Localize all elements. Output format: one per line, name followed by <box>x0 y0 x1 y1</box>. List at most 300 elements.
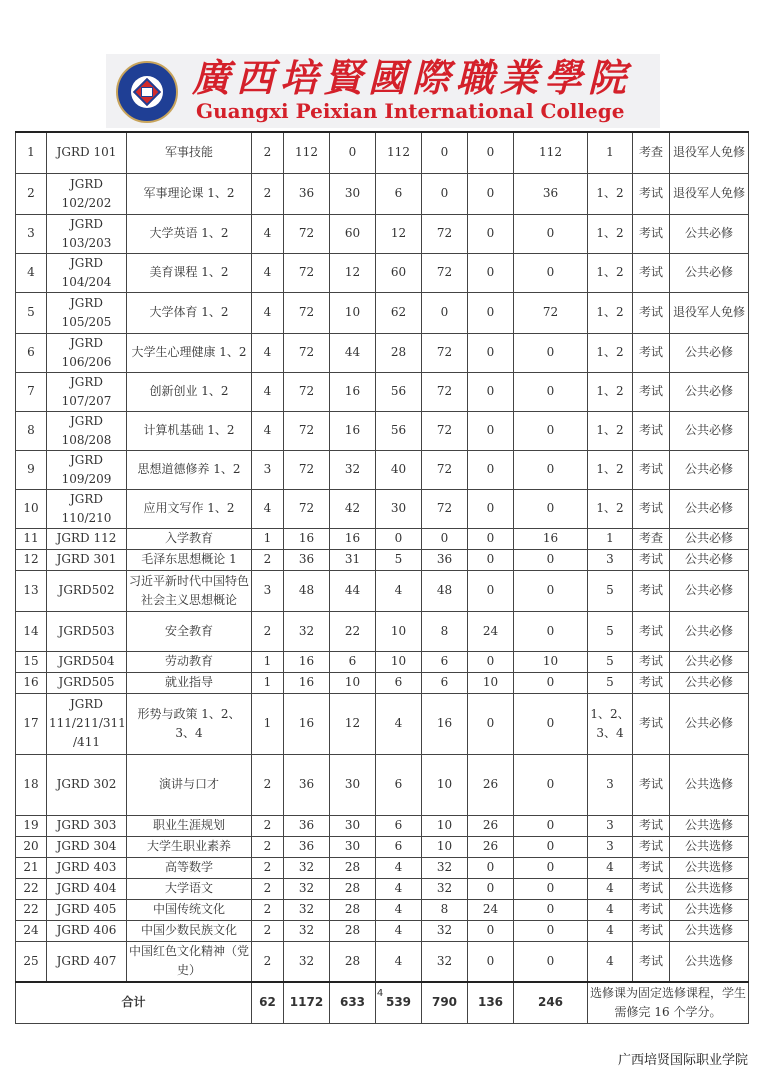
cell-type: 公共选修 <box>670 754 749 815</box>
cell-s3: 72 <box>514 292 588 333</box>
cell-no: 1 <box>16 132 47 173</box>
cell-assess: 考试 <box>633 857 670 878</box>
cell-total: 72 <box>284 450 330 489</box>
cell-name: 美育课程 1、2 <box>127 253 252 292</box>
cell-name: 毛泽东思想概论 1 <box>127 549 252 570</box>
cell-credits: 2 <box>252 611 284 651</box>
cell-code: JGRD502 <box>47 570 127 611</box>
cell-practice: 6 <box>376 836 422 857</box>
cell-total: 16 <box>284 693 330 754</box>
cell-s2: 0 <box>468 450 514 489</box>
cell-credits: 2 <box>252 549 284 570</box>
table-row <box>16 878 749 899</box>
cell-name: 中国红色文化精神（党史） <box>127 941 252 982</box>
cell-code: JGRD504 <box>47 651 127 672</box>
cell-theory: 10 <box>330 672 376 693</box>
cell-s1: 72 <box>422 489 468 528</box>
table-row <box>16 651 749 672</box>
cell-no: 5 <box>16 292 47 333</box>
cell-s2: 0 <box>468 214 514 253</box>
cell-assess: 考试 <box>633 253 670 292</box>
elective-note: 选修课为固定选修课程，学生需修完 16 个学分。 <box>588 982 749 1023</box>
cell-s2: 26 <box>468 754 514 815</box>
cell-s3: 0 <box>514 333 588 372</box>
cell-term: 4 <box>588 878 633 899</box>
cell-no: 12 <box>16 549 47 570</box>
book-icon <box>141 87 153 97</box>
cell-s1: 0 <box>422 528 468 549</box>
cell-theory: 42 <box>330 489 376 528</box>
cell-code: JGRD 407 <box>47 941 127 982</box>
cell-s1: 0 <box>422 132 468 173</box>
cell-s2: 0 <box>468 528 514 549</box>
cell-theory: 16 <box>330 372 376 411</box>
total-credits: 62 <box>252 982 284 1023</box>
cell-assess: 考试 <box>633 651 670 672</box>
cell-total: 72 <box>284 489 330 528</box>
table-row <box>16 528 749 549</box>
cell-s2: 24 <box>468 611 514 651</box>
college-name-en: Guangxi Peixian International College <box>196 99 625 123</box>
cell-type: 公共必修 <box>670 372 749 411</box>
cell-no: 7 <box>16 372 47 411</box>
cell-credits: 4 <box>252 489 284 528</box>
cell-s1: 32 <box>422 857 468 878</box>
cell-code: JGRD 103/203 <box>47 214 127 253</box>
cell-name: 安全教育 <box>127 611 252 651</box>
cell-practice: 4 <box>376 941 422 982</box>
cell-term: 1、2 <box>588 450 633 489</box>
cell-type: 公共必修 <box>670 693 749 754</box>
table-row <box>16 611 749 651</box>
cell-s1: 72 <box>422 450 468 489</box>
cell-total: 36 <box>284 836 330 857</box>
cell-credits: 2 <box>252 173 284 214</box>
cell-type: 公共必修 <box>670 528 749 549</box>
cell-practice: 6 <box>376 173 422 214</box>
cell-term: 4 <box>588 941 633 982</box>
cell-type: 公共选修 <box>670 836 749 857</box>
cell-no: 14 <box>16 611 47 651</box>
cell-s3: 0 <box>514 878 588 899</box>
total-hours: 1172 <box>284 982 330 1023</box>
cell-assess: 考试 <box>633 372 670 411</box>
cell-credits: 2 <box>252 836 284 857</box>
table-row <box>16 693 749 754</box>
cell-total: 36 <box>284 815 330 836</box>
cell-s2: 0 <box>468 411 514 450</box>
cell-credits: 4 <box>252 411 284 450</box>
cell-theory: 22 <box>330 611 376 651</box>
cell-assess: 考试 <box>633 549 670 570</box>
cell-s1: 0 <box>422 292 468 333</box>
cell-no: 19 <box>16 815 47 836</box>
cell-name: 入学教育 <box>127 528 252 549</box>
total-label: 合计 <box>16 982 252 1023</box>
cell-total: 32 <box>284 920 330 941</box>
cell-name: 大学语文 <box>127 878 252 899</box>
cell-practice: 56 <box>376 372 422 411</box>
cell-s3: 0 <box>514 672 588 693</box>
cell-assess: 考试 <box>633 411 670 450</box>
cell-s1: 8 <box>422 611 468 651</box>
cell-code: JGRD503 <box>47 611 127 651</box>
cell-s2: 0 <box>468 857 514 878</box>
cell-assess: 考试 <box>633 570 670 611</box>
cell-total: 16 <box>284 672 330 693</box>
table-row <box>16 899 749 920</box>
cell-s3: 0 <box>514 372 588 411</box>
total-s1: 790 <box>422 982 468 1023</box>
cell-s2: 0 <box>468 489 514 528</box>
cell-theory: 6 <box>330 651 376 672</box>
table-row <box>16 489 749 528</box>
cell-practice: 10 <box>376 611 422 651</box>
cell-code: JGRD 111/211/311 /411 <box>47 693 127 754</box>
cell-s2: 0 <box>468 941 514 982</box>
cell-practice: 4 <box>376 857 422 878</box>
cell-s2: 0 <box>468 372 514 411</box>
cell-credits: 1 <box>252 528 284 549</box>
cell-term: 1、2 <box>588 214 633 253</box>
cell-assess: 考试 <box>633 693 670 754</box>
cell-credits: 4 <box>252 292 284 333</box>
table-row <box>16 549 749 570</box>
cell-name: 高等数学 <box>127 857 252 878</box>
cell-assess: 考试 <box>633 815 670 836</box>
cell-s1: 72 <box>422 411 468 450</box>
cell-theory: 28 <box>330 899 376 920</box>
cell-total: 36 <box>284 754 330 815</box>
cell-no: 4 <box>16 253 47 292</box>
cell-total: 72 <box>284 411 330 450</box>
cell-s3: 0 <box>514 411 588 450</box>
cell-assess: 考试 <box>633 672 670 693</box>
total-s2: 136 <box>468 982 514 1023</box>
cell-s1: 10 <box>422 754 468 815</box>
cell-s3: 0 <box>514 857 588 878</box>
cell-s1: 32 <box>422 920 468 941</box>
cell-s1: 32 <box>422 878 468 899</box>
cell-s2: 0 <box>468 253 514 292</box>
cell-name: 军事技能 <box>127 132 252 173</box>
cell-code: JGRD 105/205 <box>47 292 127 333</box>
cell-credits: 1 <box>252 693 284 754</box>
cell-code: JGRD 112 <box>47 528 127 549</box>
cell-name: 应用文写作 1、2 <box>127 489 252 528</box>
cell-practice: 40 <box>376 450 422 489</box>
cell-credits: 4 <box>252 333 284 372</box>
cell-theory: 30 <box>330 754 376 815</box>
cell-type: 公共必修 <box>670 253 749 292</box>
table-row <box>16 411 749 450</box>
cell-assess: 考查 <box>633 528 670 549</box>
cell-total: 72 <box>284 253 330 292</box>
cell-s2: 10 <box>468 672 514 693</box>
cell-s1: 10 <box>422 836 468 857</box>
table-row <box>16 941 749 982</box>
cell-type: 公共选修 <box>670 920 749 941</box>
cell-type: 公共必修 <box>670 411 749 450</box>
cell-practice: 12 <box>376 214 422 253</box>
cell-type: 退役军人免修 <box>670 132 749 173</box>
cell-practice: 0 <box>376 528 422 549</box>
cell-term: 3 <box>588 815 633 836</box>
cell-total: 36 <box>284 173 330 214</box>
cell-practice: 62 <box>376 292 422 333</box>
cell-total: 72 <box>284 214 330 253</box>
cell-s3: 0 <box>514 815 588 836</box>
cell-term: 4 <box>588 857 633 878</box>
cell-no: 21 <box>16 857 47 878</box>
cell-code: JGRD 109/209 <box>47 450 127 489</box>
cell-term: 1 <box>588 132 633 173</box>
cell-theory: 28 <box>330 920 376 941</box>
cell-total: 48 <box>284 570 330 611</box>
cell-type: 公共必修 <box>670 570 749 611</box>
cell-code: JGRD 302 <box>47 754 127 815</box>
cell-credits: 4 <box>252 372 284 411</box>
cell-practice: 56 <box>376 411 422 450</box>
cell-name: 习近平新时代中国特色社会主义思想概论 <box>127 570 252 611</box>
cell-credits: 2 <box>252 941 284 982</box>
cell-no: 15 <box>16 651 47 672</box>
cell-name: 大学生职业素养 <box>127 836 252 857</box>
cell-credits: 2 <box>252 899 284 920</box>
cell-credits: 1 <box>252 672 284 693</box>
cell-assess: 考试 <box>633 878 670 899</box>
cell-s1: 10 <box>422 815 468 836</box>
cell-term: 1、2 <box>588 411 633 450</box>
cell-name: 思想道德修养 1、2 <box>127 450 252 489</box>
cell-no: 18 <box>16 754 47 815</box>
cell-name: 大学英语 1、2 <box>127 214 252 253</box>
cell-s1: 72 <box>422 214 468 253</box>
cell-s3: 10 <box>514 651 588 672</box>
cell-code: JGRD 102/202 <box>47 173 127 214</box>
cell-theory: 30 <box>330 815 376 836</box>
cell-term: 1、2、3、4 <box>588 693 633 754</box>
table-row <box>16 920 749 941</box>
table-row <box>16 292 749 333</box>
cell-s1: 36 <box>422 549 468 570</box>
cell-term: 5 <box>588 570 633 611</box>
cell-credits: 3 <box>252 570 284 611</box>
cell-assess: 考试 <box>633 836 670 857</box>
cell-s3: 0 <box>514 450 588 489</box>
cell-code: JGRD 108/208 <box>47 411 127 450</box>
cell-theory: 28 <box>330 857 376 878</box>
cell-s2: 0 <box>468 292 514 333</box>
cell-s2: 0 <box>468 549 514 570</box>
cell-no: 24 <box>16 920 47 941</box>
cell-practice: 5 <box>376 549 422 570</box>
cell-total: 72 <box>284 372 330 411</box>
cell-no: 17 <box>16 693 47 754</box>
cell-no: 22 <box>16 878 47 899</box>
cell-term: 1、2 <box>588 173 633 214</box>
table-row <box>16 815 749 836</box>
cell-name: 演讲与口才 <box>127 754 252 815</box>
cell-s3: 0 <box>514 941 588 982</box>
table-row <box>16 450 749 489</box>
cell-practice: 60 <box>376 253 422 292</box>
cell-code: JGRD 403 <box>47 857 127 878</box>
cell-no: 9 <box>16 450 47 489</box>
cell-s1: 16 <box>422 693 468 754</box>
cell-total: 32 <box>284 941 330 982</box>
cell-name: 劳动教育 <box>127 651 252 672</box>
cell-no: 25 <box>16 941 47 982</box>
cell-term: 1、2 <box>588 253 633 292</box>
cell-theory: 60 <box>330 214 376 253</box>
cell-name: 中国传统文化 <box>127 899 252 920</box>
cell-theory: 30 <box>330 173 376 214</box>
table-row <box>16 857 749 878</box>
cell-s1: 6 <box>422 651 468 672</box>
cell-term: 1、2 <box>588 292 633 333</box>
cell-name: 就业指导 <box>127 672 252 693</box>
cell-total: 72 <box>284 333 330 372</box>
cell-assess: 考试 <box>633 754 670 815</box>
cell-theory: 44 <box>330 570 376 611</box>
cell-term: 4 <box>588 899 633 920</box>
table-row <box>16 253 749 292</box>
cell-code: JGRD 301 <box>47 549 127 570</box>
cell-credits: 3 <box>252 450 284 489</box>
cell-theory: 12 <box>330 693 376 754</box>
cell-s3: 0 <box>514 836 588 857</box>
cell-total: 36 <box>284 549 330 570</box>
cell-theory: 10 <box>330 292 376 333</box>
cell-code: JGRD 104/204 <box>47 253 127 292</box>
cell-practice: 6 <box>376 754 422 815</box>
cell-total: 32 <box>284 611 330 651</box>
cell-practice: 4 <box>376 693 422 754</box>
cell-s3: 0 <box>514 570 588 611</box>
table-row <box>16 754 749 815</box>
page-number: 4 <box>376 988 384 999</box>
table-row <box>16 672 749 693</box>
cell-no: 11 <box>16 528 47 549</box>
cell-code: JGRD 107/207 <box>47 372 127 411</box>
cell-code: JGRD 110/210 <box>47 489 127 528</box>
cell-theory: 16 <box>330 528 376 549</box>
cell-credits: 2 <box>252 857 284 878</box>
cell-s1: 72 <box>422 333 468 372</box>
cell-theory: 32 <box>330 450 376 489</box>
cell-s3: 0 <box>514 920 588 941</box>
cell-term: 1、2 <box>588 372 633 411</box>
cell-s2: 0 <box>468 333 514 372</box>
cell-type: 公共必修 <box>670 672 749 693</box>
cell-term: 1 <box>588 528 633 549</box>
cell-theory: 44 <box>330 333 376 372</box>
cell-code: JGRD 303 <box>47 815 127 836</box>
cell-theory: 16 <box>330 411 376 450</box>
cell-name: 军事理论课 1、2 <box>127 173 252 214</box>
table-row <box>16 570 749 611</box>
cell-s3: 36 <box>514 173 588 214</box>
cell-theory: 31 <box>330 549 376 570</box>
cell-s2: 0 <box>468 651 514 672</box>
cell-assess: 考试 <box>633 611 670 651</box>
cell-s2: 0 <box>468 570 514 611</box>
cell-no: 10 <box>16 489 47 528</box>
cell-s1: 48 <box>422 570 468 611</box>
cell-term: 3 <box>588 754 633 815</box>
cell-name: 职业生涯规划 <box>127 815 252 836</box>
cell-s3: 0 <box>514 214 588 253</box>
cell-assess: 考试 <box>633 920 670 941</box>
cell-no: 16 <box>16 672 47 693</box>
cell-theory: 0 <box>330 132 376 173</box>
cell-s2: 0 <box>468 693 514 754</box>
cell-code: JGRD 406 <box>47 920 127 941</box>
cell-type: 公共选修 <box>670 941 749 982</box>
cell-no: 13 <box>16 570 47 611</box>
cell-s1: 6 <box>422 672 468 693</box>
cell-s1: 32 <box>422 941 468 982</box>
cell-practice: 4 <box>376 570 422 611</box>
cell-credits: 2 <box>252 878 284 899</box>
table-row <box>16 132 749 173</box>
cell-s1: 72 <box>422 253 468 292</box>
cell-s1: 8 <box>422 899 468 920</box>
cell-practice: 112 <box>376 132 422 173</box>
cell-term: 5 <box>588 651 633 672</box>
cell-assess: 考试 <box>633 899 670 920</box>
cell-practice: 6 <box>376 815 422 836</box>
cell-s1: 72 <box>422 372 468 411</box>
cell-term: 5 <box>588 672 633 693</box>
cell-term: 3 <box>588 549 633 570</box>
cell-type: 公共选修 <box>670 899 749 920</box>
table-row <box>16 372 749 411</box>
cell-assess: 考试 <box>633 489 670 528</box>
cell-s3: 0 <box>514 611 588 651</box>
cell-name: 计算机基础 1、2 <box>127 411 252 450</box>
cell-practice: 4 <box>376 878 422 899</box>
college-logo-icon <box>116 61 178 123</box>
cell-s3: 112 <box>514 132 588 173</box>
cell-s3: 0 <box>514 253 588 292</box>
cell-s2: 0 <box>468 132 514 173</box>
cell-total: 32 <box>284 899 330 920</box>
cell-practice: 4 <box>376 920 422 941</box>
cell-s3: 0 <box>514 693 588 754</box>
cell-s2: 0 <box>468 173 514 214</box>
cell-type: 公共选修 <box>670 878 749 899</box>
cell-type: 公共选修 <box>670 815 749 836</box>
cell-type: 公共选修 <box>670 857 749 878</box>
cell-total: 32 <box>284 857 330 878</box>
cell-s2: 0 <box>468 878 514 899</box>
cell-type: 公共必修 <box>670 549 749 570</box>
cell-credits: 4 <box>252 253 284 292</box>
cell-credits: 2 <box>252 754 284 815</box>
cell-practice: 6 <box>376 672 422 693</box>
cell-s3: 0 <box>514 899 588 920</box>
cell-assess: 考试 <box>633 450 670 489</box>
cell-total: 112 <box>284 132 330 173</box>
table-row <box>16 836 749 857</box>
cell-no: 8 <box>16 411 47 450</box>
cell-theory: 28 <box>330 941 376 982</box>
cell-theory: 28 <box>330 878 376 899</box>
cell-type: 公共必修 <box>670 450 749 489</box>
cell-s2: 26 <box>468 815 514 836</box>
